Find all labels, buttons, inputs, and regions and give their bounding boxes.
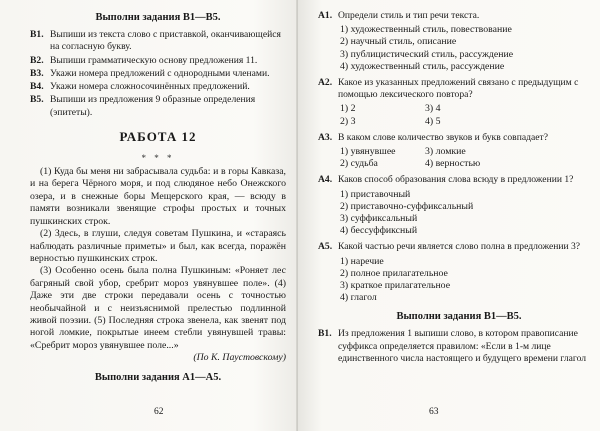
question-text: Какое из указанных предложений связано с предыдущим с помощью лексического повтора? — [338, 77, 579, 101]
answer-option: 4) бессуффиксный — [340, 225, 418, 237]
question-a1 — [318, 10, 600, 22]
answer-option: 1) приставочный — [340, 188, 411, 200]
right-page — [298, 0, 600, 431]
reading-text — [30, 166, 286, 352]
question-text: Какой частью речи является слово полна в предложении 3? — [338, 241, 581, 253]
answer-option: 3) суффиксальный — [340, 213, 418, 225]
task-number: B5. — [30, 94, 44, 106]
task-text: Выпиши из предложения 9 образные определения (эпитеты). — [50, 94, 256, 118]
task-text: Выпиши грамматическую основу предложения 11. — [50, 54, 258, 66]
task-text: Из предложения 1 выпиши слово, в котором правописание суффикса определяется правилом: «Если в 1-м лице единственного числа настоящего и будущего времени глагол — [338, 328, 587, 364]
page-number: 62 — [154, 407, 164, 417]
question-a5 — [318, 241, 600, 253]
question-a2 — [318, 77, 600, 101]
answer-option: 1) увянувшее — [340, 146, 396, 158]
options-a3 — [318, 146, 600, 170]
answer-option: 1) наречие — [340, 255, 384, 267]
question-a4 — [318, 174, 600, 186]
left-page — [0, 0, 298, 431]
stars-divider: * * * — [141, 153, 175, 164]
question-number: A2. — [318, 77, 333, 89]
task-number: B3. — [30, 67, 44, 79]
task-number: B4. — [30, 81, 44, 93]
task-b2 — [30, 55, 286, 67]
work-title: РАБОТА 12 — [119, 129, 197, 145]
options-a4 — [318, 189, 600, 238]
question-text: Каков способ образования слова всюду в предложении 1? — [338, 174, 574, 186]
answer-option: 3) краткое прилагательное — [340, 280, 451, 292]
task-b5 — [30, 94, 286, 119]
answer-option: 3) ломкие — [425, 146, 466, 158]
task-b1 — [30, 29, 286, 54]
task-b3 — [30, 68, 286, 80]
answer-option: 3) публицистический стиль, рассуждение — [340, 48, 514, 60]
answer-option: 4) глагол — [340, 292, 377, 304]
question-number: A4. — [318, 174, 333, 186]
paragraph: (1) Куда бы меня ни забрасывала судьба: и в горы Кавказа, и на берега Чёрного моря, и под слюдяное небо Онежского озера, и в снежные боры Мещерского края, — всюду в памяти возникали звенящие строфы простых и точных пушкинских строк. — [30, 166, 286, 227]
question-number: A3. — [318, 131, 333, 143]
options-a2 — [318, 103, 600, 127]
answer-option: 2) полное прилагательное — [340, 267, 448, 279]
author-attribution: (По К. Паустовскому) — [193, 352, 286, 364]
tasks-b-header: Выполни задания B1—B5. — [396, 311, 522, 323]
tasks-a-header: Выполни задания A1—A5. — [94, 371, 222, 383]
page-number: 63 — [429, 407, 439, 417]
tasks-b-header: Выполни задания B1—B5. — [95, 12, 221, 23]
question-a3 — [318, 132, 600, 144]
answer-option: 1) художественный стиль, повествование — [340, 24, 512, 36]
task-b1 — [318, 328, 600, 365]
answer-option: 2) научный стиль, описание — [340, 36, 457, 48]
answer-option: 1) 2 — [340, 103, 356, 115]
task-text: Выпиши из текста слово с приставкой, оканчивающейся на согласную букву. — [50, 29, 281, 53]
tasks-b-list — [30, 29, 286, 119]
question-number: A5. — [318, 241, 333, 253]
answer-option: 2) приставочно-суффиксальный — [340, 200, 474, 212]
answer-option: 4) художественный стиль, рассуждение — [340, 60, 505, 72]
task-text: Укажи номера предложений с однородными членами. — [50, 67, 270, 79]
paragraph: (2) Здесь, в глуши, следуя советам Пушкина, и «стараясь наблюдать различные приметы» и был, как всегда, поражён верностью пушкинских строк. — [30, 228, 286, 264]
task-number: B1. — [318, 328, 332, 340]
answer-option: 4) верностью — [425, 158, 481, 170]
answer-option: 4) 5 — [425, 115, 441, 127]
question-number: A1. — [318, 10, 333, 21]
question-text: Определи стиль и тип речи текста. — [338, 10, 480, 21]
task-number: B1. — [30, 29, 44, 40]
task-text: Укажи номера сложносочинённых предложений. — [50, 81, 250, 93]
task-b4 — [30, 81, 286, 93]
options-a1 — [318, 24, 600, 73]
answer-option: 2) 3 — [340, 115, 356, 127]
task-number: B2. — [30, 54, 44, 66]
paragraph: (3) Особенно осень была полна Пушкиным: «Роняет лес багряный свой убор, сребрит мороз увянувшее поле». (4) Даже эти две строки передавали осень с точностью необычайной и с неизъяснимой прелестью подлинной живой поэзии. (5) Последняя строка звенела, как звенят под ногой ломкие, покрытые инеем стебли увянувшей травы: «Сребрит мороз увянувшее поле...» — [30, 265, 286, 351]
question-text: В каком слове количество звуков и букв совпадает? — [338, 131, 548, 143]
options-a5 — [318, 256, 600, 305]
answer-option: 3) 4 — [425, 103, 441, 115]
answer-option: 2) судьба — [340, 158, 378, 170]
